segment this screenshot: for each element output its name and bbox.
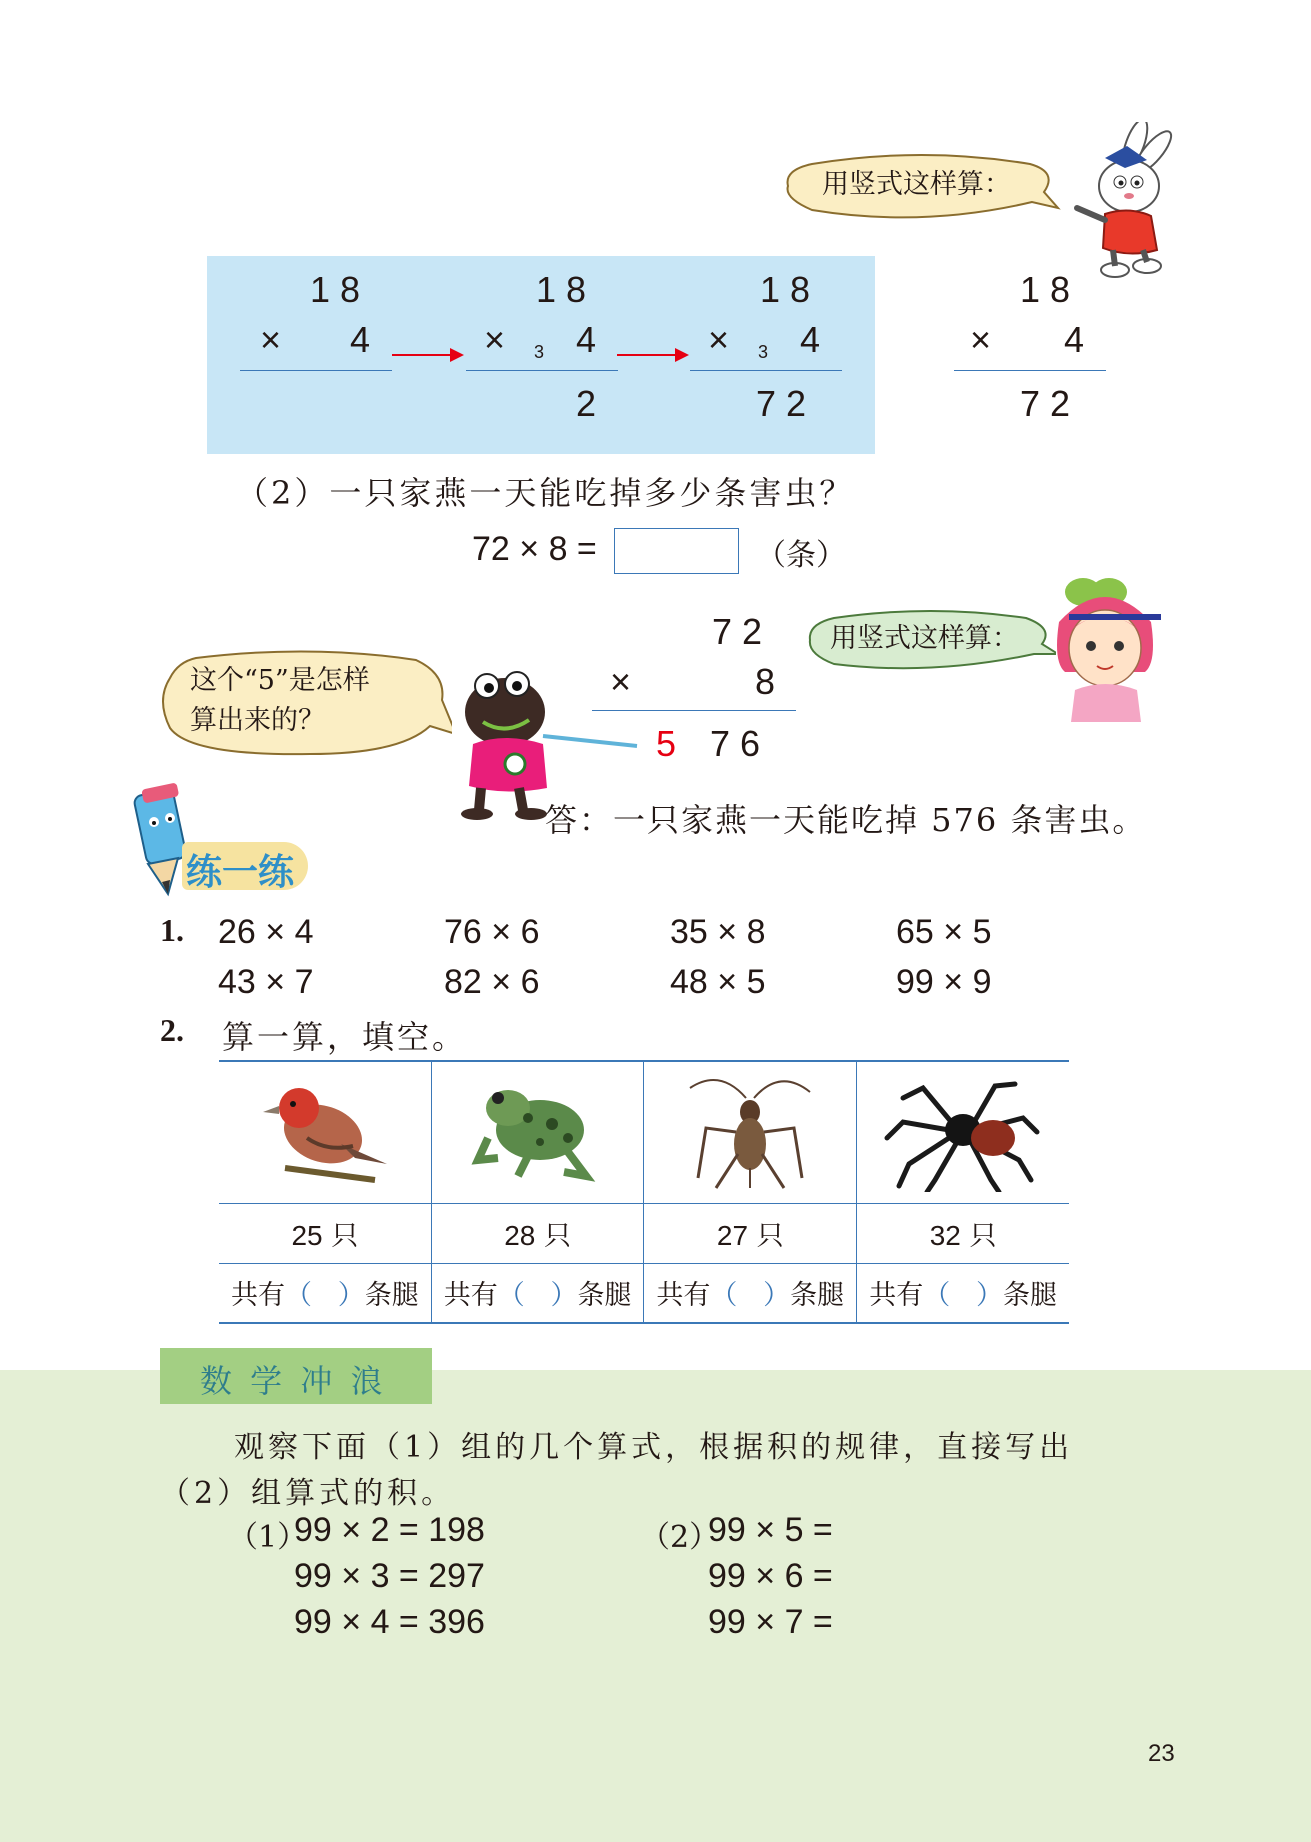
bird-cell [219,1061,431,1203]
group-1-eq-1: 99 × 2 = 198 [294,1511,485,1549]
rabbit-speech-bubble [782,152,1062,222]
practice-item-2-text: 算一算，填空。 [222,1018,468,1056]
cricket-cell [644,1061,857,1203]
girl-bubble-text: 用竖式这样算： [830,623,1019,654]
calc-72x8: 7 2 × 8 5 7 6 [592,612,802,772]
bird-legs-blank[interactable]: 共有（ ）条腿 [219,1263,431,1323]
spider-count: 32 只 [857,1203,1069,1263]
group-1-label: （1） [228,1520,308,1555]
question-2-equation: 72 × 8 = [472,530,597,568]
frog-bubble-line-1: 这个“5”是怎样 [190,665,370,696]
calc-final: 1 8 × 4 7 2 [954,266,1104,426]
practice-item-1-label: 1. [160,912,184,948]
question-2-text: （2）一只家燕一天能吃掉多少条害虫？ [236,474,855,512]
cricket-count: 27 只 [644,1203,857,1263]
group-2-eq-1: 99 × 5 = [708,1511,833,1549]
practice-row-2-item-2: 82 × 6 [444,963,540,1001]
cricket-legs-blank[interactable]: 共有（ ）条腿 [644,1263,857,1323]
frog-icon [468,1068,608,1192]
rabbit-mascot-icon [1065,122,1175,282]
challenge-intro-line-1: 观察下面（1）组的几个算式，根据积的规律，直接写出 [234,1430,1074,1465]
rabbit-bubble-text: 用竖式这样算： [822,169,1011,200]
group-2-eq-2: 99 × 6 = [708,1557,833,1595]
arrow-right-icon [617,354,687,356]
challenge-intro-line-2: （2）组算式的积。 [160,1476,456,1511]
group-2-label: （2） [640,1520,720,1555]
question-2-unit: （条） [756,538,846,573]
answer-sentence: 答：一只家燕一天能吃掉 576 条害虫。 [545,801,1147,839]
practice-row-1-item-4: 65 × 5 [896,913,992,951]
calc-step-2: 1 8 × 3 4 2 [466,266,616,426]
practice-item-2-label: 2. [160,1012,184,1048]
page-number: 23 [1148,1740,1175,1767]
calc-step-3: 1 8 × 3 4 7 2 [690,266,840,426]
practice-row-2-item-3: 48 × 5 [670,963,766,1001]
spider-legs-blank[interactable]: 共有（ ）条腿 [857,1263,1069,1323]
group-2-eq-3: 99 × 7 = [708,1603,833,1641]
frog-legs-blank[interactable]: 共有（ ）条腿 [431,1263,644,1323]
frog-cell [431,1061,644,1203]
frog-count: 28 只 [431,1203,644,1263]
bird-icon [255,1068,395,1192]
girl-speech-bubble [806,610,1056,672]
arrow-right-icon [392,354,462,356]
challenge-title: 数 学 冲 浪 [200,1362,387,1400]
answer-input-box[interactable] [614,528,739,574]
practice-row-1-item-3: 35 × 8 [670,913,766,951]
practice-row-2-item-4: 99 × 9 [896,963,992,1001]
practice-title: 练一练 [186,851,295,892]
highlighted-digit: 5 [656,723,677,764]
group-1-eq-2: 99 × 3 = 297 [294,1557,485,1595]
cricket-icon [680,1068,820,1192]
girl-mascot-icon [1045,572,1170,722]
frog-bubble-line-2: 算出来的？ [190,705,325,736]
practice-row-1-item-2: 76 × 6 [444,913,540,951]
bird-count: 25 只 [219,1203,431,1263]
spider-cell [857,1061,1069,1203]
group-1-eq-3: 99 × 4 = 396 [294,1603,485,1641]
frog-speech-bubble [160,650,452,760]
spider-icon [883,1068,1043,1192]
practice-row-2-item-1: 43 × 7 [218,963,314,1001]
calc-step-1: 1 8 × 4 [240,266,390,426]
practice-row-1-item-1: 26 × 4 [218,913,314,951]
animals-table [219,1060,1069,1324]
